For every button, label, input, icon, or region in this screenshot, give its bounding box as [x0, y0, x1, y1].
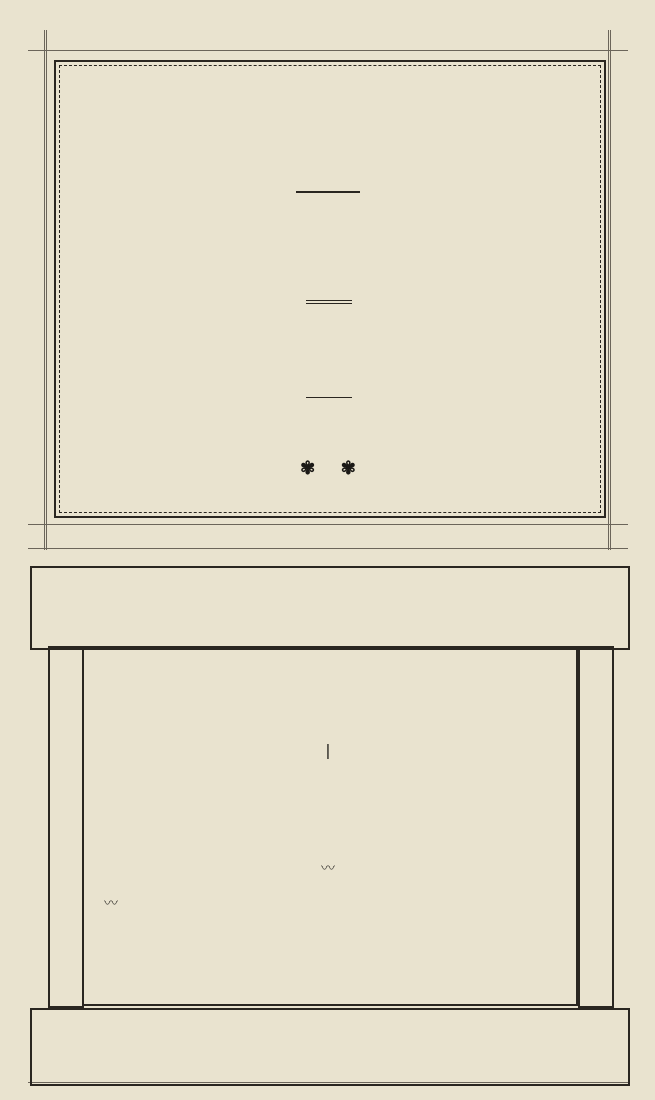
gedon-liqueur-row: [60, 458, 596, 479]
squiggle-icon: 〰: [104, 897, 118, 912]
hanel-ad-frame: [82, 646, 578, 1006]
hanel-address-row: |: [325, 742, 331, 760]
flower-bullet-icon: ✾: [340, 458, 356, 479]
hanel-left-border: [48, 646, 84, 1008]
gedon-divider-2b: [306, 303, 352, 304]
gedon-divider-1: [296, 191, 360, 193]
gedon-divider-2: [306, 300, 352, 301]
page-rule-right-2: [610, 30, 611, 550]
hanel-right-border: [578, 646, 614, 1008]
hanel-bottom-border: [30, 1008, 630, 1086]
hanel-storage-line-1: [84, 858, 572, 878]
page-rule-left: [44, 30, 45, 550]
page-rule-mid-2: [28, 548, 628, 549]
hanel-storage-line-3: [104, 893, 118, 913]
page-rule-mid: [28, 524, 628, 525]
hanel-top-border: [30, 566, 630, 650]
page-rule-left-2: [46, 30, 47, 550]
gedon-divider-3: [306, 397, 352, 398]
page-rule-top: [28, 50, 628, 51]
page-rule-right: [608, 30, 609, 550]
gedon-ad-frame: [54, 60, 606, 518]
squiggle-icon: 〰: [321, 862, 335, 877]
flower-bullet-icon: ✾: [300, 458, 316, 479]
